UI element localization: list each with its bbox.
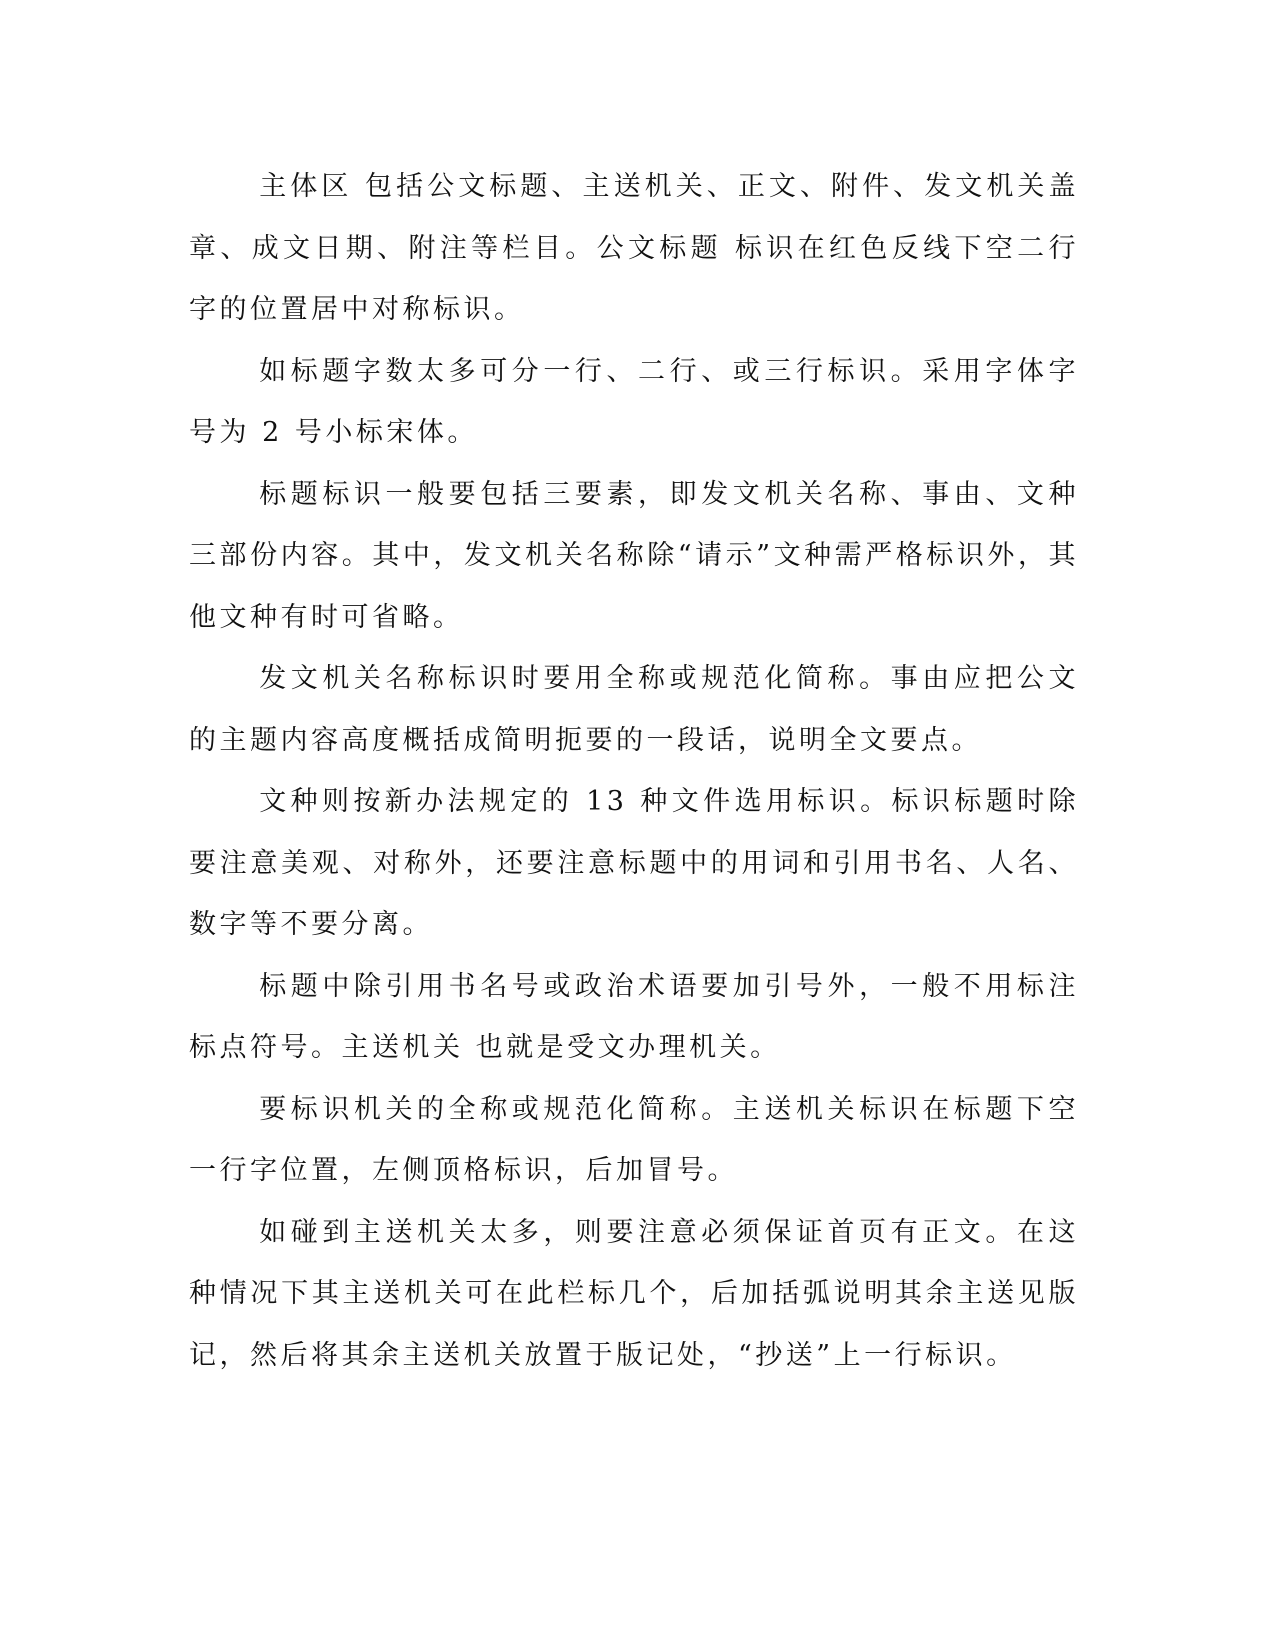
paragraph: 如碰到主送机关太多，则要注意必须保证首页有正文。在这种情况下其主送机关可在此栏标几个，后加括弧说明其余主送见版记，然后将其余主送机关放置于版记处，“抄送”上一行标识。 xyxy=(189,1216,1079,1371)
paragraph: 要标识机关的全称或规范化简称。主送机关标识在标题下空一行字位置，左侧顶格标识，后加冒号。 xyxy=(189,1093,1079,1186)
paragraph: 如标题字数太多可分一行、二行、或三行标识。采用字体字号为 2 号小标宋体。 xyxy=(189,355,1079,448)
paragraph: 发文机关名称标识时要用全称或规范化简称。事由应把公文的主题内容高度概括成简明扼要的一段话，说明全文要点。 xyxy=(189,663,1079,756)
paragraph: 标题标识一般要包括三要素，即发文机关名称、事由、文种三部份内容。其中，发文机关名称除“请示”文种需严格标识外，其他文种有时可省略。 xyxy=(189,478,1079,633)
paragraph: 主体区 包括公文标题、主送机关、正文、附件、发文机关盖章、成文日期、附注等栏目。公文标题 标识在红色反线下空二行字的位置居中对称标识。 xyxy=(189,171,1079,325)
paragraph: 文种则按新办法规定的 13 种文件选用标识。标识标题时除要注意美观、对称外，还要注意标题中的用词和引用书名、人名、数字等不要分离。 xyxy=(189,786,1079,940)
paragraph: 标题中除引用书名号或政治术语要加引号外，一般不用标注标点符号。主送机关 也就是受文办理机关。 xyxy=(189,970,1079,1063)
document-body xyxy=(189,156,1079,1386)
